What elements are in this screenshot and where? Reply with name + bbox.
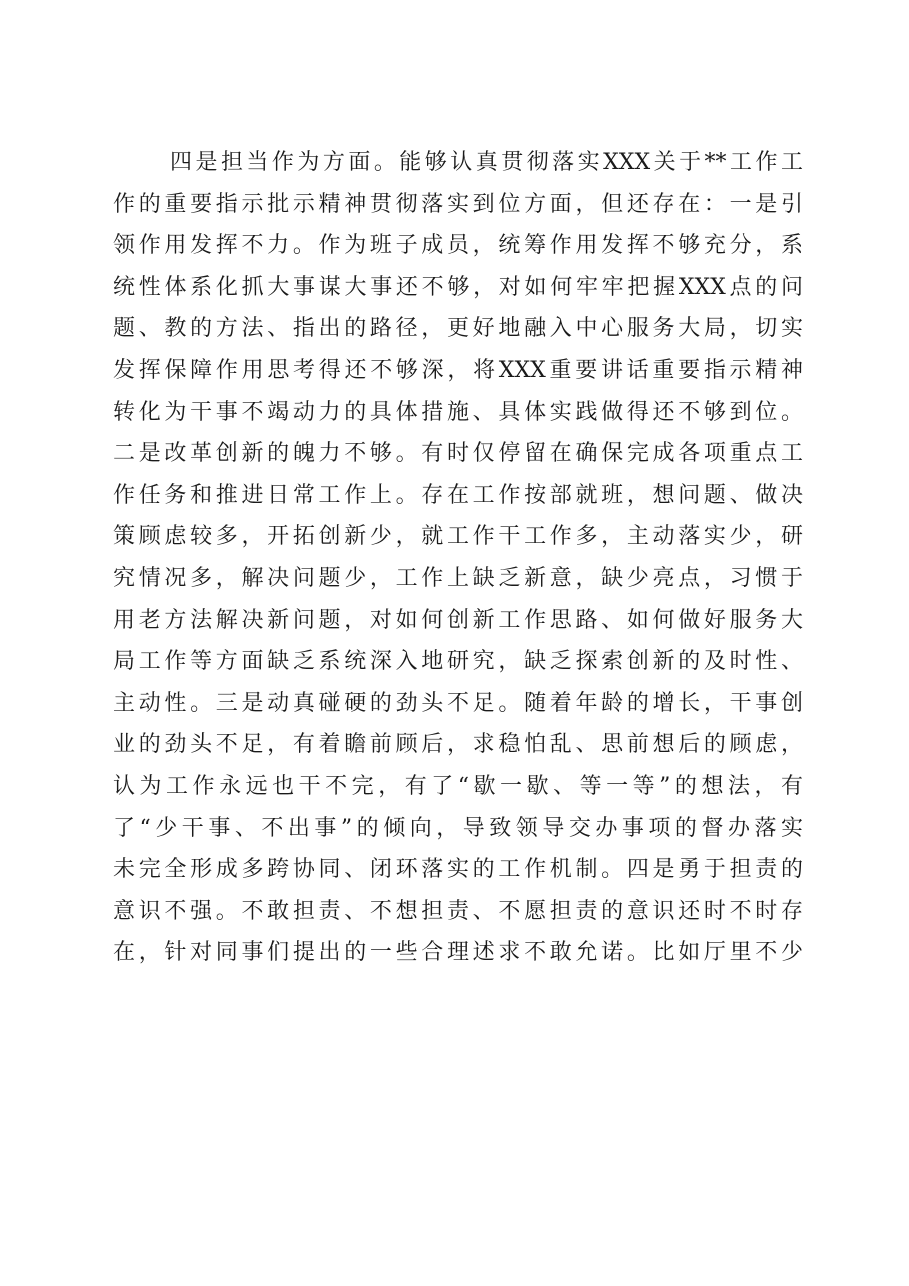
text-line: 二是改革创新的魄力不够。有时仅停留在确保完成各项重点工 <box>113 441 803 467</box>
text-line: 未完全形成多跨协同、闭环落实的工作机制。四是勇于担责的 <box>113 857 803 883</box>
text-line: 局工作等方面缺乏系统深入地研究，缺乏探索创新的及时性、 <box>113 649 803 675</box>
text-line: 主动性。三是动真碰硬的劲头不足。随着年龄的增长，干事创 <box>113 690 803 716</box>
text-line: 转化为干事不竭动力的具体措施、具体实践做得还不够到位。 <box>113 399 803 425</box>
body-paragraph <box>113 142 803 974</box>
text-line: 策顾虑较多，开拓创新少，就工作干工作多，主动落实少，研 <box>113 524 803 550</box>
text-line: 作任务和推进日常工作上。存在工作按部就班，想问题、做决 <box>113 482 803 508</box>
text-line: 了“少干事、不出事”的倾向，导致领导交办事项的督办落实 <box>113 815 803 841</box>
text-line: 认为工作永远也干不完，有了“歇一歇、等一等”的想法，有 <box>113 773 803 799</box>
text-line: 统性体系化抓大事谋大事还不够，对如何牢牢把握XXX点的问 <box>113 274 803 300</box>
text-line: 四是担当作为方面。能够认真贯彻落实XXX关于**工作工 <box>170 150 803 175</box>
text-line: 意识不强。不敢担责、不想担责、不愿担责的意识还时不时存 <box>113 898 803 924</box>
text-line: 领作用发挥不力。作为班子成员，统筹作用发挥不够充分，系 <box>113 233 803 259</box>
text-line: 在，针对同事们提出的一些合理述求不敢允诺。比如厅里不少 <box>113 940 803 966</box>
text-line: 作的重要指示批示精神贯彻落实到位方面，但还存在：一是引 <box>113 191 803 217</box>
text-line: 发挥保障作用思考得还不够深，将XXX重要讲话重要指示精神 <box>113 357 803 383</box>
text-line: 究情况多，解决问题少，工作上缺乏新意，缺少亮点，习惯于 <box>113 565 803 591</box>
text-line: 业的劲头不足，有着瞻前顾后，求稳怕乱、思前想后的顾虑， <box>113 732 803 758</box>
text-line: 题、教的方法、指出的路径，更好地融入中心服务大局，切实 <box>113 316 803 342</box>
text-line: 用老方法解决新问题，对如何创新工作思路、如何做好服务大 <box>113 607 803 633</box>
